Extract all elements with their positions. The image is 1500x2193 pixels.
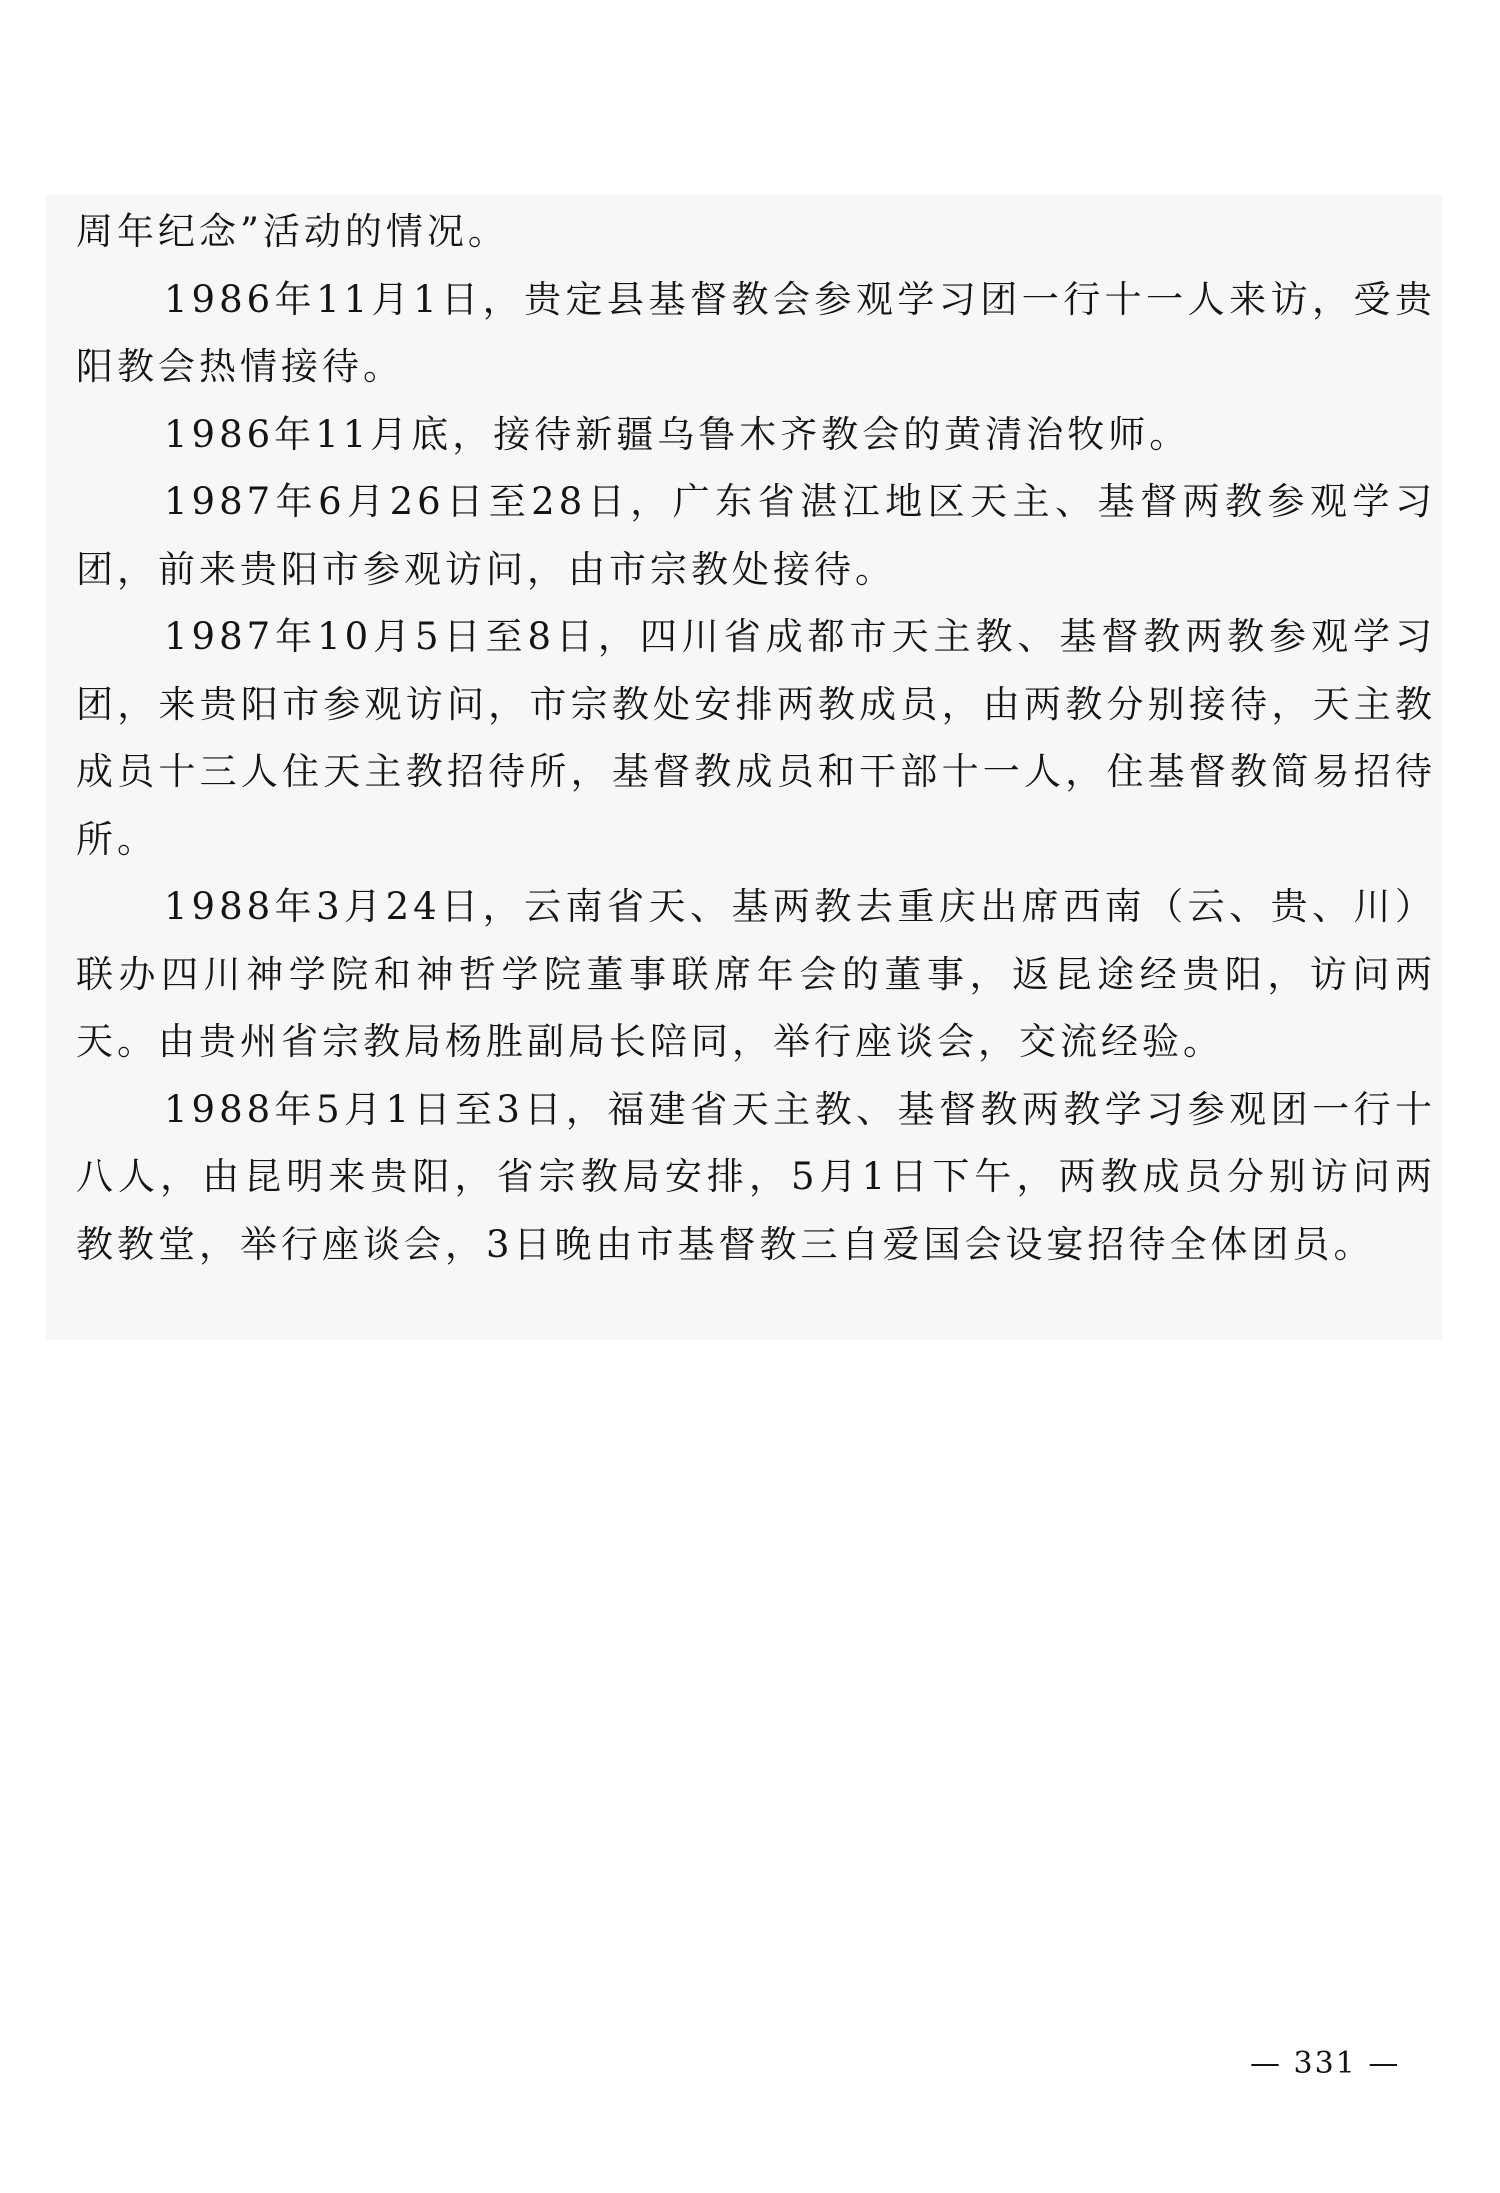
paragraph-continuation: 周年纪念”活动的情况。: [76, 210, 509, 253]
paragraph-1988-mar: 1988年3月24日，云南省天、基两教去重庆出席西南（云、贵、川）联办四川神学院和神哲学院董事联席年会的董事，返昆途经贵阳，访问两天。由贵州省宗教局杨胜副局长陪同，举行座谈会，交流经验。: [76, 885, 1436, 1063]
page-number: — 331 —: [1250, 2046, 1401, 2081]
paragraph-1986-nov-end: 1986年11月底，接待新疆乌鲁木齐教会的黄清治牧师。: [164, 412, 1191, 456]
paragraph-1987-jun: 1987年6月26日至28日，广东省湛江地区天主、基督两教参观学习团，前来贵阳市参观访问，由市宗教处接待。: [76, 480, 1436, 591]
paragraph-1988-may: 1988年5月1日至3日，福建省天主教、基督教两教学习参观团一行十八人，由昆明来贵阳，省宗教局安排，5月1日下午，两教成员分别访问两教教堂，举行座谈会，3日晚由市基督教三自爱国会设宴招待全体团员。: [76, 1087, 1436, 1266]
body-text: [76, 198, 1436, 1278]
paragraph-1987-oct: 1987年10月5日至8日，四川省成都市天主教、基督教两教参观学习团，来贵阳市参观访问，市宗教处安排两教成员，由两教分别接待，天主教成员十三人住天主教招待所，基督教成员和干部十一人，住基督教简易招待所。: [76, 615, 1436, 861]
paragraph-1986-nov-1: 1986年11月1日，贵定县基督教会参观学习团一行十一人来访，受贵阳教会热情接待。: [76, 277, 1436, 388]
